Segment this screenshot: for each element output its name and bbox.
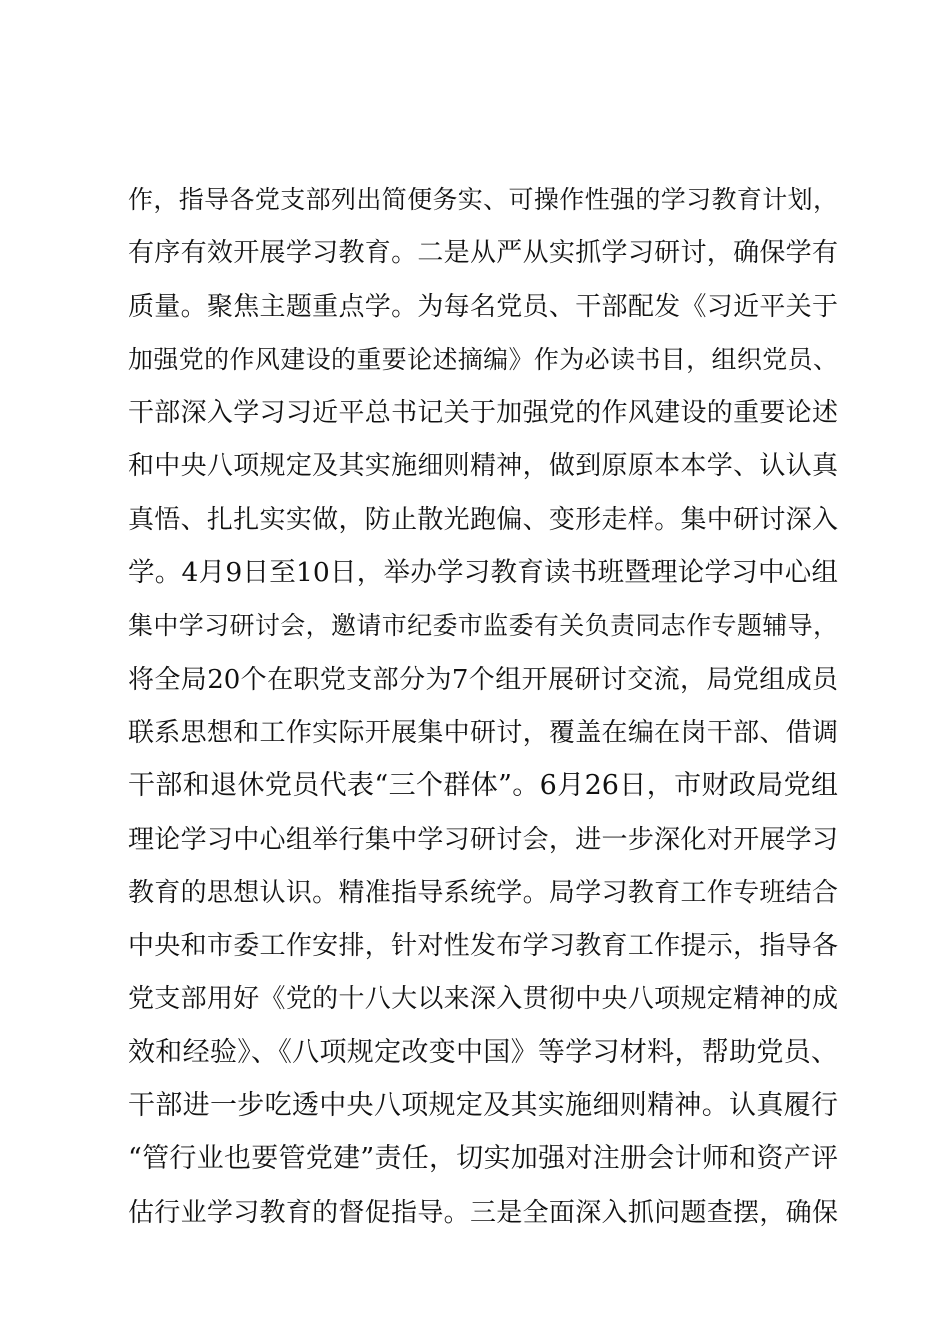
text-line: 真悟、扎扎实实做，防止散光跑偏、变形走样。集中研讨深入 <box>128 504 838 535</box>
text-line: 加强党的作风建设的重要论述摘编》作为必读书目，组织党员、 <box>128 344 838 374</box>
text-line: 和中央八项规定及其实施细则精神，做到原原本本学、认认真 <box>128 451 838 482</box>
text-line: 将全局20个在职党支部分为7个组开展研讨交流，局党组成员 <box>128 664 838 695</box>
text-line: 质量。聚焦主题重点学。为每名党员、干部配发《习近平关于 <box>128 291 838 322</box>
text-line: 理论学习中心组举行集中学习研讨会，进一步深化对开展学习 <box>128 824 838 855</box>
body-text <box>128 180 838 1246</box>
text-line: 教育的思想认识。精准指导系统学。局学习教育工作专班结合 <box>128 877 838 908</box>
text-line: 有序有效开展学习教育。二是从严从实抓学习研讨，确保学有 <box>128 238 838 269</box>
text-line: 干部和退休党员代表“三个群体”。6月26日，市财政局党组 <box>128 770 838 802</box>
text-line: 集中学习研讨会，邀请市纪委市监委有关负责同志作专题辅导， <box>128 611 838 641</box>
text-line: 联系思想和工作实际开展集中研讨，覆盖在编在岗干部、借调 <box>128 717 838 748</box>
text-line: 干部进一步吃透中央八项规定及其实施细则精神。认真履行 <box>128 1090 838 1122</box>
text-line: 中央和市委工作安排，针对性发布学习教育工作提示，指导各 <box>128 931 838 962</box>
text-line: 作，指导各党支部列出简便务实、可操作性强的学习教育计划， <box>128 185 838 214</box>
text-line: 学。4月9日至10日，举办学习教育读书班暨理论学习中心组 <box>128 557 838 589</box>
text-line: 党支部用好《党的十八大以来深入贯彻中央八项规定精神的成 <box>128 984 838 1015</box>
text-line: “管行业也要管党建”责任，切实加强对注册会计师和资产评 <box>128 1143 838 1175</box>
text-line: 干部深入学习习近平总书记关于加强党的作风建设的重要论述 <box>128 398 838 429</box>
text-line: 估行业学习教育的督促指导。三是全面深入抓问题查摆，确保 <box>128 1197 838 1228</box>
text-line: 效和经验》、《八项规定改变中国》等学习材料，帮助党员、 <box>128 1036 838 1068</box>
